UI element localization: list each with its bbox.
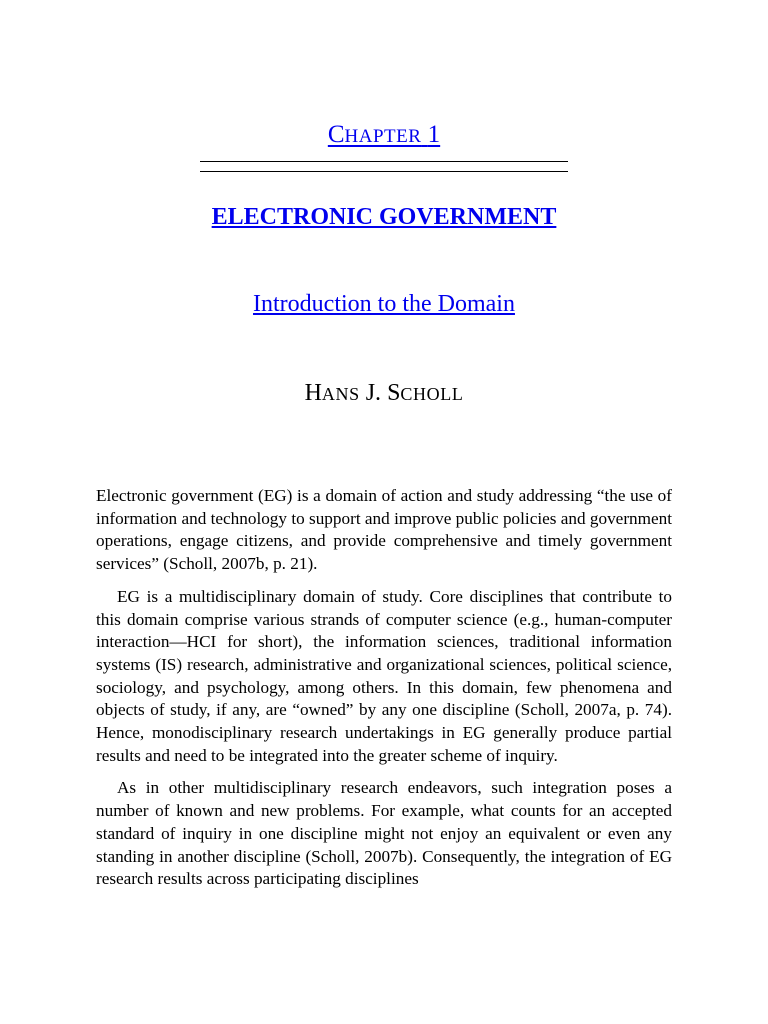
body-text [96,485,672,901]
author-first-rest: ANS [321,384,360,404]
chapter-label-rest: HAPTER [344,126,422,147]
chapter-heading [0,120,768,152]
paragraph: Electronic government (EG) is a domain of action and study addressing “the use of information and technology to support and improve public policies and government operations, engage citizens, and provide comprehensive and timely government services” (Scholl, 2007b, p. 21). [96,486,672,574]
chapter-title [0,202,768,232]
chapter-label-initial: C [327,121,345,148]
author-last-initial: S [387,380,401,406]
author-middle-initial: J. [365,380,382,406]
author-name [0,378,768,409]
paragraph: EG is a multidisciplinary domain of study. Core disciplines that contribute to this domain comprise various strands of computer science (e.g., human-computer interaction—HCI for short), the information sciences, traditional information systems (IS) research, administrative and organizational sciences, political science, sociology, and psychology, among others. In this domain, few phenomena and objects of study, if any, are “owned” by any one discipline (Scholl, 2007a, p. 74). Hence, monodisciplinary research undertakings in EG generally produce partial results and need to be integrated into the greater scheme of inquiry. [96,586,672,765]
rule-line-top [200,161,568,162]
double-rule-divider [200,161,568,173]
chapter-subtitle-link[interactable]: Introduction to the Domain [253,291,515,317]
chapter-title-link[interactable]: ELECTRONIC GOVERNMENT [211,204,557,230]
author-first-initial: H [304,380,322,406]
paragraph: As in other multidisciplinary research endeavors, such integration poses a number of known and new problems. For example, what counts for an accepted standard of inquiry in one discipline might not enjoy an equivalent or even any standing in another discipline (Scholl, 2007b). Consequently, the integration of EG research results across participating disciplines [96,778,672,889]
chapter-link[interactable] [328,121,440,148]
chapter-number: 1 [427,121,441,148]
author-last-rest: CHOLL [400,384,464,404]
rule-line-bottom [200,171,568,172]
chapter-subtitle [0,289,768,319]
